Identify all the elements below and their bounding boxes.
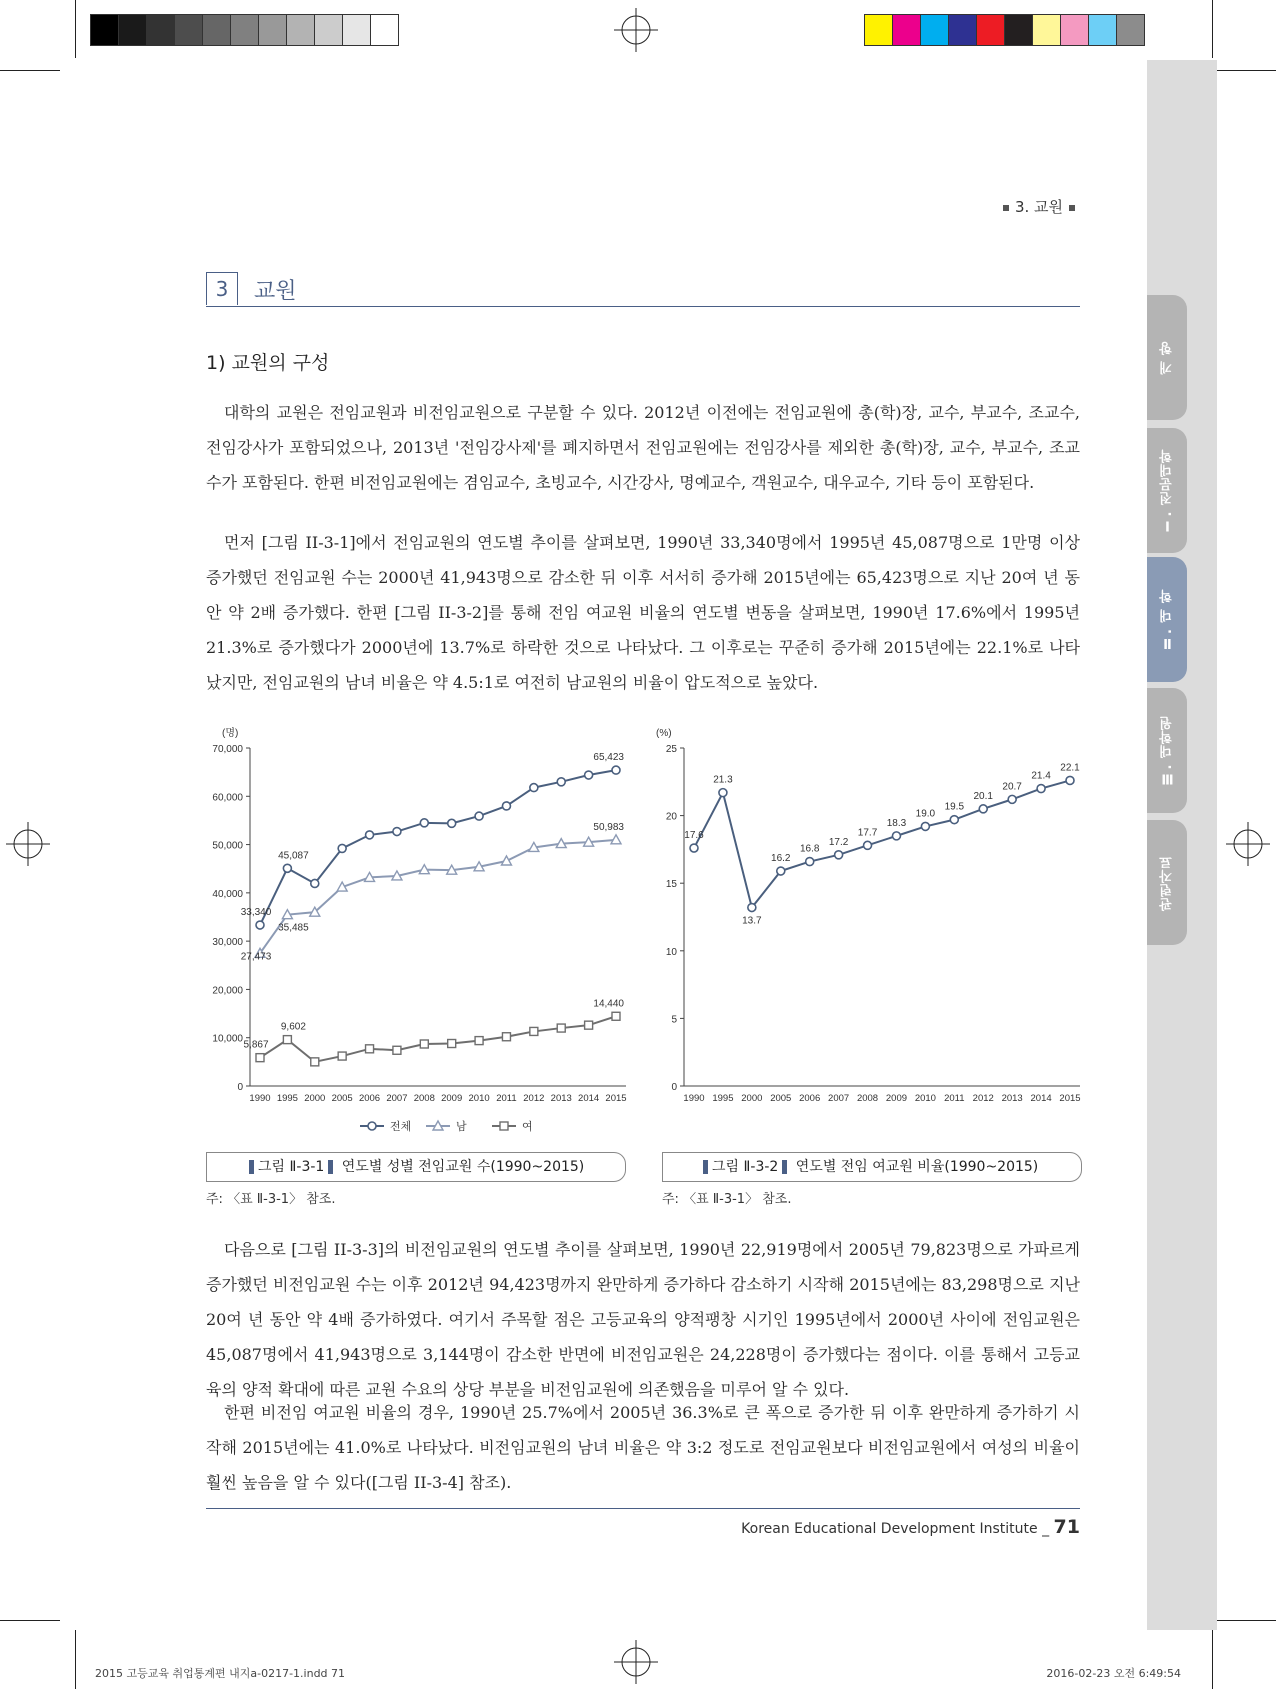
y-tick-label: 10,000: [212, 1033, 243, 1045]
data-label: 9,602: [280, 1021, 306, 1033]
chapter-tab-5[interactable]: [1147, 820, 1187, 945]
legend-label: 여: [522, 1121, 533, 1133]
y-tick-label: 70,000: [212, 744, 243, 755]
x-tick-label: 2011: [496, 1093, 517, 1104]
color-swatch: [1061, 15, 1089, 45]
x-tick-label: 2005: [770, 1093, 792, 1104]
chapter-tab-label: Ⅱ. 대 학: [1159, 589, 1175, 650]
x-tick-label: 2013: [1001, 1093, 1023, 1104]
data-point: [256, 1054, 264, 1062]
body-paragraph: 다음으로 [그림 II-3-3]의 비전임교원의 연도별 추이를 살펴보면, 1990년 22,919명에서 2005년 79,823명으로 가파르게 증가했던 비전임교원 수는 이후 2012년 94,423명까지 완만하게 증가하다 감소하기 시작해 2015년에는 83,298명으로 지난 20여 년 동안 약 4배 증가하였다. 여기서 주목할 점은 고등교육의 양적팽창 시기인 1995년에서 2000년 사이에 전임교원은 45,087명에서 41,943명으로 3,144명이 감소한 반면에 비전임교원은 24,228명이 증가했다는 점이다. 이를 통해서 고등교육의 양적 확대에 따른 교원 수요의 상당 부분을 비전임교원에 의존했음을 미루어 알 수 있다.: [206, 1240, 1080, 1399]
x-tick-label: 2012: [972, 1093, 994, 1104]
running-head: 3. 교원: [997, 196, 1081, 217]
subsection-title: 1) 교원의 구성: [206, 352, 330, 374]
body-paragraph: 먼저 [그림 II-3-1]에서 전임교원의 연도별 추이를 살펴보면, 1990년 33,340명에서 1995년 45,087명으로 1만명 이상 증가했던 전임교원 수는 2000년 41,943명으로 감소한 뒤 이후 서서히 증가해 2015년에는 65,423명으로 지난 20여 년 동안 약 2배 증가했다. 한편 [그림 II-3-2]를 통해 전임 여교원 비율의 연도별 변동을 살펴보면, 1990년 17.6%에서 1995년 21.3%로 증가했다가 2000년에 13.7%로 하락한 것으로 나타났다. 그 이후로는 꾸준히 증가해 2015년에는 22.1%로 나타났지만, 전임교원의 남녀 비율은 약 4.5:1로 여전히 남교원의 비율이 압도적으로 높았다.: [206, 533, 1080, 692]
color-swatch: [1089, 15, 1117, 45]
color-swatch: [287, 15, 315, 45]
data-point: [557, 778, 565, 786]
data-point: [748, 904, 756, 912]
data-label: 19.0: [915, 808, 936, 820]
x-tick-label: 2007: [828, 1093, 850, 1104]
x-tick-label: 2012: [523, 1093, 545, 1104]
registration-mark: [614, 1640, 658, 1684]
x-tick-label: 2009: [885, 1093, 908, 1104]
data-point: [1037, 785, 1045, 793]
y-tick-label: 15: [665, 879, 677, 891]
data-point: [585, 771, 593, 779]
x-tick-label: 2000: [741, 1093, 763, 1104]
color-swatch: [231, 15, 259, 45]
series-line: [260, 840, 616, 954]
y-tick-label: 60,000: [212, 792, 243, 804]
chapter-tab-label: 개 항: [1159, 340, 1175, 375]
data-point: [690, 844, 698, 852]
color-swatch: [893, 15, 921, 45]
data-point: [585, 1021, 593, 1029]
data-point: [612, 766, 620, 774]
figure-caption: 그림 Ⅱ-3-2 연도별 전임 여교원 비율(1990~2015): [662, 1152, 1082, 1182]
color-swatch: [91, 15, 119, 45]
color-swatch: [315, 15, 343, 45]
registration-mark: [614, 8, 658, 52]
data-label: 33,340: [240, 907, 272, 919]
x-tick-label: 2014: [578, 1093, 600, 1104]
x-tick-label: 2015: [605, 1093, 627, 1104]
data-point: [420, 1040, 428, 1048]
data-point: [368, 1122, 376, 1130]
data-label: 20.1: [973, 790, 993, 802]
x-tick-label: 2011: [944, 1093, 965, 1104]
y-tick-label: 25: [665, 744, 677, 755]
process-color-bar: [864, 14, 1145, 46]
y-tick-label: 40,000: [212, 888, 243, 900]
data-label: 13.7: [742, 915, 762, 927]
data-point: [1066, 776, 1074, 784]
data-label: 21.3: [713, 774, 733, 786]
chart-faculty-count: [206, 718, 636, 1138]
data-point: [501, 856, 511, 865]
data-label: 16.2: [771, 853, 791, 865]
data-point: [448, 819, 456, 827]
gray-color-bar: [90, 14, 399, 46]
data-point: [311, 879, 319, 887]
x-tick-label: 2014: [1030, 1093, 1052, 1104]
color-swatch: [371, 15, 398, 45]
data-point: [530, 784, 538, 792]
data-point: [500, 1122, 508, 1130]
x-tick-label: 2000: [304, 1093, 326, 1104]
data-point: [311, 1058, 319, 1066]
y-tick-label: 20,000: [212, 985, 243, 997]
color-swatch: [1005, 15, 1033, 45]
footer: [741, 1516, 1080, 1538]
slug-left: 2015 고등교육 취업통계편 내지a-0217-1.indd 71: [95, 1667, 346, 1680]
x-tick-label: 1995: [712, 1093, 734, 1104]
data-point: [475, 1037, 483, 1045]
body-paragraph: 한편 비전임 여교원 비율의 경우, 1990년 25.7%에서 2005년 36.3%로 큰 폭으로 증가한 뒤 이후 완만하게 증가하기 시작해 2015년에는 41.0%로 나타났다. 비전임교원의 남녀 비율은 약 3:2 정도로 전임교원보다 비전임교원에서 여성의 비율이 훨씬 높음을 알 수 있다([그림 II-3-4] 참조).: [206, 1403, 1080, 1492]
color-swatch: [921, 15, 949, 45]
data-point: [777, 867, 785, 875]
data-point: [338, 844, 346, 852]
y-tick-label: 50,000: [212, 840, 243, 852]
data-label: 5,867: [243, 1039, 269, 1051]
color-swatch: [343, 15, 371, 45]
color-swatch: [175, 15, 203, 45]
data-point: [950, 816, 958, 824]
data-point: [921, 822, 929, 830]
registration-mark: [6, 822, 50, 866]
body-paragraph: 대학의 교원은 전임교원과 비전임교원으로 구분할 수 있다. 2012년 이전에는 전임교원에 총(학)장, 교수, 부교수, 조교수, 전임강사가 포함되었으나, 2013년 '전임강사제'를 폐지하면서 전임교원에는 전임강사를 제외한 총(학)장, 교수, 부교수, 조교수가 포함된다. 한편 비전임교원에는 겸임교수, 초빙교수, 시간강사, 명예교수, 객원교수, 대우교수, 기타 등이 포함된다.: [206, 403, 1080, 492]
data-point: [612, 1012, 620, 1020]
data-label: 21.4: [1031, 770, 1051, 782]
x-tick-label: 1995: [276, 1093, 298, 1104]
slug-right: 2016-02-23 오전 6:49:54: [1046, 1667, 1181, 1680]
y-tick-label: 10: [665, 946, 677, 958]
section-number: 3: [206, 272, 238, 305]
color-swatch: [977, 15, 1005, 45]
data-point: [256, 921, 264, 929]
y-tick-label: 5: [671, 1014, 677, 1026]
y-tick-label: 0: [671, 1082, 677, 1093]
data-point: [806, 858, 814, 866]
data-point: [338, 1052, 346, 1060]
x-tick-label: 2005: [331, 1093, 353, 1104]
x-tick-label: 2008: [856, 1093, 879, 1104]
data-label: 16.8: [799, 843, 820, 855]
x-tick-label: 2010: [468, 1093, 490, 1104]
crop-mark: [0, 1620, 60, 1621]
figure-caption-title: 연도별 전임 여교원 비율(1990~2015): [795, 1159, 1039, 1175]
x-tick-label: 2007: [386, 1093, 408, 1104]
data-label: 19.5: [944, 801, 965, 813]
footer-rule: [206, 1508, 1080, 1509]
data-point: [864, 841, 872, 849]
data-point: [502, 1033, 510, 1041]
data-label: 35,485: [278, 922, 309, 934]
data-label: 18.3: [886, 817, 907, 829]
series-line: [260, 1016, 616, 1062]
section-title: 교원: [254, 279, 297, 304]
data-label: 20.7: [1002, 781, 1022, 793]
crop-mark: [1212, 0, 1213, 58]
data-label: 45,087: [278, 850, 309, 862]
y-tick-label: 30,000: [212, 937, 243, 949]
data-point: [1008, 795, 1016, 803]
data-label: 17.6: [684, 830, 704, 842]
data-point: [475, 812, 483, 820]
x-tick-label: 2009: [441, 1093, 463, 1104]
x-tick-label: 1990: [683, 1093, 705, 1104]
footer-institute: Korean Educational Development Institute _: [741, 1521, 1050, 1537]
legend-label: 전체: [390, 1121, 412, 1133]
crop-mark: [75, 0, 76, 58]
chapter-tab-label: Ⅲ. 대학원: [1159, 715, 1175, 786]
color-swatch: [1117, 15, 1144, 45]
chapter-tab-2[interactable]: [1147, 428, 1187, 553]
data-label: 27,473: [240, 951, 272, 963]
crop-mark: [1212, 1630, 1213, 1689]
data-point: [393, 828, 401, 836]
figure-note: 주: 〈표 Ⅱ-3-1〉 참조.: [206, 1192, 336, 1207]
page-number: 71: [1053, 1516, 1080, 1538]
crop-mark: [75, 1630, 76, 1689]
x-tick-label: 2006: [358, 1093, 381, 1104]
section-heading: [206, 272, 1080, 307]
chapter-tab-label: Ⅰ. 전문대학: [1159, 448, 1175, 533]
data-label: 65,423: [593, 752, 624, 764]
data-label: 17.2: [828, 836, 849, 848]
color-swatch: [949, 15, 977, 45]
data-point: [420, 819, 428, 827]
figure-caption: 그림 Ⅱ-3-1 연도별 성별 전임교원 수(1990~2015): [206, 1152, 626, 1182]
chapter-tab-4[interactable]: [1147, 688, 1187, 813]
x-tick-label: 2015: [1059, 1093, 1081, 1104]
y-tick-label: 0: [237, 1082, 243, 1093]
chapter-tab-1[interactable]: [1147, 295, 1187, 420]
data-point: [283, 1036, 291, 1044]
chart-female-ratio: [650, 718, 1080, 1118]
data-point: [366, 1045, 374, 1053]
data-label: 14,440: [593, 998, 624, 1010]
legend-label: 남: [456, 1121, 467, 1133]
data-point: [366, 831, 374, 839]
data-point: [393, 1046, 401, 1054]
x-tick-label: 2013: [550, 1093, 572, 1104]
y-axis-unit: (%): [656, 728, 672, 739]
registration-mark: [1226, 822, 1270, 866]
data-point: [557, 1024, 565, 1032]
data-point: [502, 802, 510, 810]
data-point: [283, 864, 291, 872]
color-swatch: [259, 15, 287, 45]
color-swatch: [1033, 15, 1061, 45]
crop-mark: [1216, 70, 1276, 71]
color-swatch: [203, 15, 231, 45]
data-point: [892, 832, 900, 840]
data-point: [530, 1027, 538, 1035]
y-axis-unit: (명): [222, 728, 239, 739]
y-tick-label: 20: [665, 811, 677, 823]
x-tick-label: 2010: [914, 1093, 936, 1104]
figure-note: 주: 〈표 Ⅱ-3-1〉 참조.: [662, 1192, 792, 1207]
color-swatch: [147, 15, 175, 45]
chapter-tab-label: 관련자료: [1159, 854, 1175, 911]
chapter-tab-3[interactable]: [1147, 557, 1187, 682]
x-tick-label: 2006: [799, 1093, 821, 1104]
data-label: 17.7: [857, 827, 878, 839]
x-tick-label: 2008: [413, 1093, 435, 1104]
data-point: [835, 851, 843, 859]
data-point: [719, 789, 727, 797]
data-point: [979, 805, 987, 813]
data-label: 22.1: [1060, 762, 1080, 774]
crop-mark: [0, 70, 60, 71]
color-swatch: [119, 15, 147, 45]
color-swatch: [865, 15, 893, 45]
figure-caption-title: 연도별 성별 전임교원 수(1990~2015): [341, 1159, 585, 1175]
data-point: [448, 1040, 456, 1048]
data-label: 50,983: [593, 821, 624, 833]
x-tick-label: 1990: [249, 1093, 271, 1104]
crop-mark: [1216, 1620, 1276, 1621]
